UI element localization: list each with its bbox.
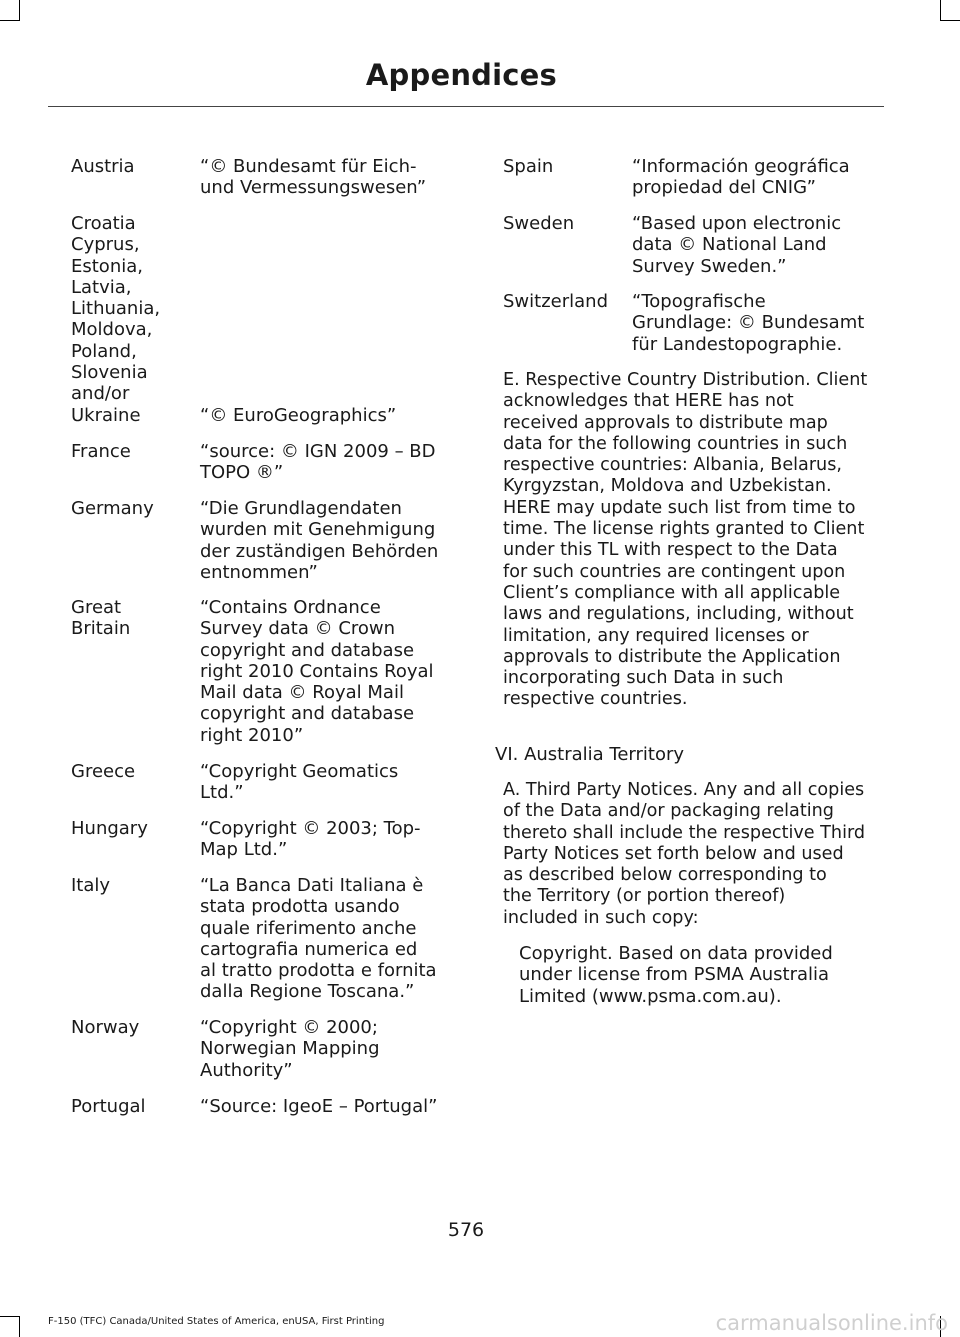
country-cell: Italy: [71, 875, 111, 896]
notice-cell: “Source: IgeoE – Portugal”: [200, 1096, 438, 1117]
footer-text: F-150 (TFC) Canada/United States of America, enUSA, First Printing: [48, 1316, 385, 1327]
country-cell: Portugal: [71, 1096, 146, 1117]
country-cell: Austria: [71, 156, 135, 177]
crop-mark: [19, 0, 20, 21]
country-cell: Great Britain: [71, 597, 131, 640]
crop-mark: [940, 0, 941, 21]
section-vi-heading: VI. Australia Territory: [495, 744, 685, 765]
notice-cell: “Copyright © 2000; Norwegian Mapping Authority”: [200, 1017, 380, 1081]
country-cell: Sweden: [503, 213, 575, 234]
notice-cell: “© Bundesamt für Eich- und Vermessungswesen”: [200, 156, 427, 199]
notice-cell: “source: © IGN 2009 – BD TOPO ®”: [200, 441, 436, 484]
notice-cell: “Topografische Grundlage: © Bundesamt für Landestopographie.: [632, 291, 865, 355]
section-vi-a-paragraph: A. Third Party Notices. Any and all copies of the Data and/or packaging relating thereto shall include the respective Third Party Notices set forth below and used as described below corresponding to the Territory (or portion thereof) included in such copy:: [503, 780, 866, 928]
notice-cell: “Copyright © 2003; Top- Map Ltd.”: [200, 818, 421, 861]
country-cell: Greece: [71, 761, 136, 782]
country-cell: Spain: [503, 156, 554, 177]
header-divider: [48, 106, 884, 107]
country-cell: Switzerland: [503, 291, 608, 312]
notice-cell: “La Banca Dati Italiana è stata prodotta usando quale riferimento anche cartografia numerica ed al tratto prodotta e fornita dalla Regione Toscana.”: [200, 875, 437, 1003]
country-cell: Germany: [71, 498, 154, 519]
notice-cell: “Información geográfica propiedad del CNIG”: [632, 156, 850, 199]
notice-cell: “Die Grundlagendaten wurden mit Genehmigung der zuständigen Behörden entnommen”: [200, 498, 439, 583]
crop-mark: [19, 1316, 20, 1337]
page-title: Appendices: [365, 58, 557, 92]
country-cell: Norway: [71, 1017, 140, 1038]
crop-mark: [940, 20, 960, 21]
notice-cell: “Contains Ordnance Survey data © Crown copyright and database right 2010 Contains Royal Mail data © Royal Mail copyright and database right 2010”: [200, 597, 434, 746]
country-cell: France: [71, 441, 131, 462]
page-number: 576: [447, 1219, 485, 1241]
watermark: carmanualsonline.info: [715, 1311, 948, 1335]
section-e-paragraph: E. Respective Country Distribution. Client acknowledges that HERE has not received approvals to distribute map data for the following countries in such respective countries: Albania, Belarus, Kyrgyzstan, Moldova and Uzbekistan. HERE may update such list from time to time. The license rights granted to Client under this TL with respect to the Data for such countries are contingent upon Client’s compliance with all applicable laws and regulations, including, without limitation, any required licenses or approvals to distribute the Application incorporating such Data in such respective countries.: [503, 370, 868, 710]
australia-notice: Copyright. Based on data provided under license from PSMA Australia Limited (www.psma.com.au).: [519, 943, 833, 1007]
country-cell: Hungary: [71, 818, 148, 839]
notice-cell: “Based upon electronic data © National Land Survey Sweden.”: [632, 213, 842, 277]
crop-mark: [0, 1316, 19, 1317]
notice-cell: “Copyright Geomatics Ltd.”: [200, 761, 399, 804]
country-cell: Croatia Cyprus, Estonia, Latvia, Lithuania, Moldova, Poland, Slovenia and/or Ukraine: [71, 213, 161, 426]
crop-mark: [0, 20, 19, 21]
notice-cell: “© EuroGeographics”: [200, 404, 397, 426]
